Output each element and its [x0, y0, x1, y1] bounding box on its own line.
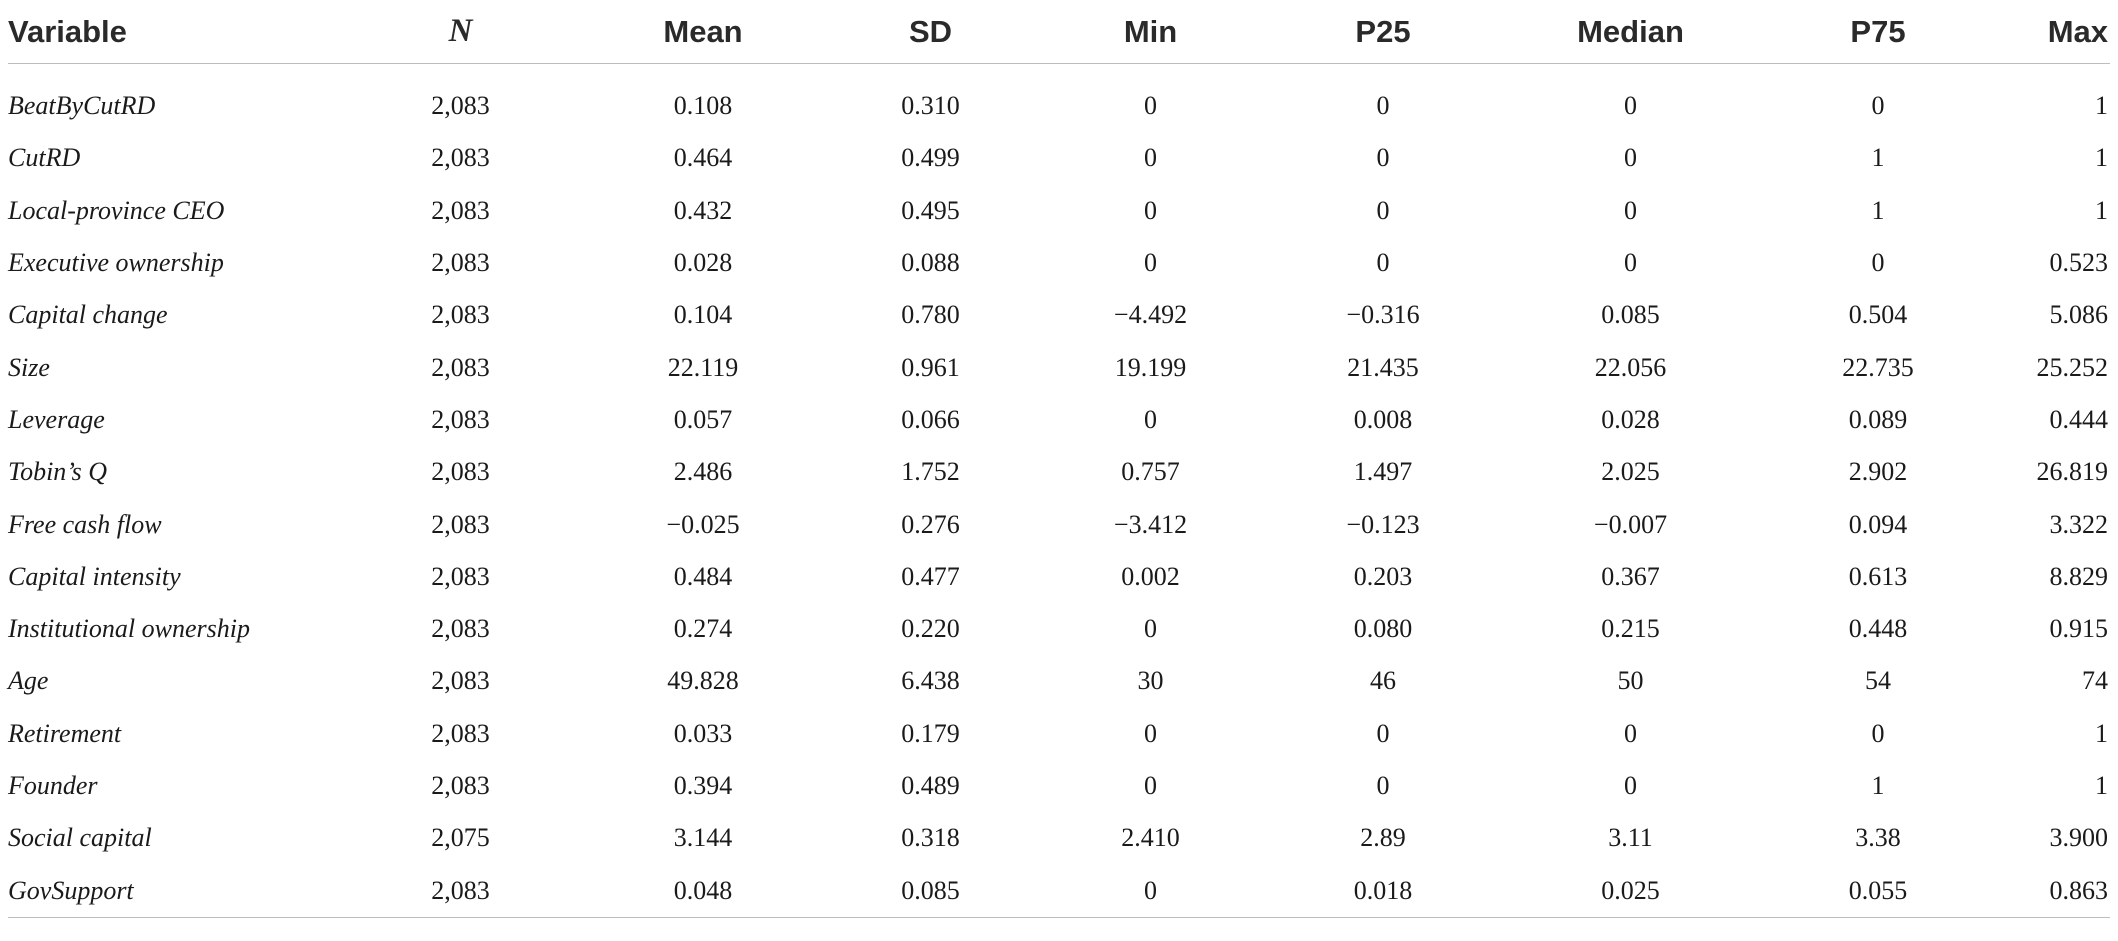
cell-mean: 0.394	[673, 771, 733, 800]
cell-min: 0	[1144, 614, 1157, 644]
table-row	[8, 185, 2110, 237]
cell-median: −0.007	[1593, 509, 1668, 539]
cell-variable: Executive ownership	[8, 248, 224, 278]
header-max: Max	[1998, 0, 2110, 64]
cell-variable: Leverage	[8, 404, 105, 434]
table-row	[8, 341, 2110, 393]
cell-max: 26.819	[2036, 457, 2108, 487]
header-p25: P25	[1263, 0, 1503, 64]
cell-mean: 0.484	[673, 561, 733, 591]
table-row	[8, 132, 2110, 184]
cell-median: 0.028	[1601, 404, 1660, 434]
cell-n: 2,083	[431, 561, 490, 591]
cell-variable: Tobin’s Q	[8, 457, 107, 487]
cell-sd: 0.477	[901, 561, 960, 591]
cell-variable: Social capital	[8, 823, 152, 853]
table-row	[8, 289, 2110, 341]
cell-max: 5.086	[2049, 300, 2108, 330]
cell-max: 0.915	[2049, 614, 2108, 644]
table-row	[8, 498, 2110, 550]
cell-p75: 22.735	[1842, 352, 1914, 382]
cell-p25: 0.080	[1353, 614, 1413, 644]
cell-min: 0.002	[1121, 561, 1180, 591]
cell-max: 1	[2095, 771, 2108, 800]
header-row	[8, 0, 2110, 64]
cell-min: 0	[1144, 143, 1157, 173]
cell-variable: Free cash flow	[8, 509, 162, 539]
cell-sd: 0.489	[901, 771, 960, 800]
cell-p25: 0.018	[1263, 864, 1503, 917]
cell-sd: 0.088	[901, 248, 960, 278]
cell-variable: Capital intensity	[8, 561, 181, 591]
cell-p25: 0.203	[1353, 561, 1413, 591]
cell-max: 1	[2095, 718, 2108, 748]
cell-p75: 3.38	[1855, 823, 1901, 853]
header-mean: Mean	[583, 0, 823, 64]
cell-p75: 0.504	[1848, 300, 1908, 330]
cell-mean: 0.048	[583, 864, 823, 917]
cell-max: 0.444	[2049, 404, 2108, 434]
cell-n: 2,075	[431, 823, 490, 853]
cell-min: 30	[1137, 666, 1164, 696]
cell-n: 2,083	[431, 248, 490, 278]
cell-mean: −0.025	[666, 509, 740, 539]
cell-mean: 0.104	[673, 300, 733, 330]
cell-p25: −0.316	[1346, 300, 1420, 330]
cell-median: 0	[1624, 91, 1637, 121]
cell-mean: 2.486	[673, 457, 733, 487]
cell-variable: CutRD	[8, 143, 81, 173]
cell-sd: 0.310	[901, 91, 960, 121]
cell-sd: 1.752	[901, 457, 960, 487]
cell-min: −4.492	[1113, 300, 1188, 330]
cell-p75: 1	[1871, 195, 1885, 225]
cell-p75: 0.089	[1848, 404, 1908, 434]
cell-n: 2,083	[431, 614, 490, 644]
cell-min: 0	[1144, 404, 1157, 434]
cell-median: 50	[1617, 666, 1644, 696]
cell-p75: 1	[1871, 143, 1885, 173]
cell-sd: 0.318	[901, 823, 960, 853]
cell-n: 2,083	[431, 300, 490, 330]
cell-mean: 0.028	[673, 248, 733, 278]
cell-median: 0.025	[1503, 864, 1758, 917]
cell-n: 2,083	[431, 771, 490, 800]
table-row	[8, 864, 2110, 917]
header-n: N	[338, 0, 583, 64]
cell-p25: 0	[1376, 718, 1390, 748]
cell-min: 0	[1144, 91, 1157, 121]
cell-median: 0	[1624, 771, 1637, 800]
cell-p75: 54	[1865, 666, 1891, 696]
cell-sd: 6.438	[901, 666, 960, 696]
header-p75: P75	[1758, 0, 1998, 64]
cell-p75: 0.448	[1848, 614, 1908, 644]
cell-max: 1	[2095, 91, 2108, 121]
cell-p25: 1.497	[1353, 457, 1413, 487]
cell-p75: 0	[1871, 718, 1885, 748]
cell-sd: 0.066	[901, 404, 960, 434]
cell-n: 2,083	[431, 195, 490, 225]
cell-n: 2,083	[338, 864, 583, 917]
cell-max: 25.252	[2036, 352, 2108, 382]
cell-max: 1	[2095, 143, 2108, 173]
cell-n: 2,083	[431, 143, 490, 173]
table-row	[8, 760, 2110, 812]
cell-max: 1	[2095, 195, 2108, 225]
cell-median: 0	[1624, 143, 1637, 173]
cell-n: 2,083	[431, 91, 490, 121]
cell-median: 0	[1624, 718, 1637, 748]
cell-sd: 0.495	[901, 195, 960, 225]
cell-variable: BeatByCutRD	[8, 91, 156, 121]
summary-statistics-table	[8, 0, 2110, 918]
cell-n: 2,083	[431, 404, 490, 434]
cell-variable: GovSupport	[8, 864, 338, 917]
cell-p25: 0	[1376, 91, 1390, 121]
cell-p25: 0	[1376, 143, 1390, 173]
cell-p75: 0.094	[1848, 509, 1908, 539]
cell-sd: 0.961	[901, 352, 960, 382]
table-row	[8, 708, 2110, 760]
cell-variable: Size	[8, 352, 50, 382]
cell-mean: 22.119	[667, 352, 739, 382]
cell-p75: 1	[1871, 771, 1885, 800]
cell-max: 0.863	[1998, 864, 2110, 917]
header-min: Min	[1038, 0, 1263, 64]
table-row	[8, 812, 2110, 864]
cell-variable: Capital change	[8, 300, 168, 330]
cell-sd: 0.780	[901, 300, 960, 330]
cell-p25: −0.123	[1346, 509, 1420, 539]
cell-min: 0	[1038, 864, 1263, 917]
cell-p25: 0	[1376, 771, 1390, 800]
cell-median: 0	[1624, 248, 1637, 278]
cell-n: 2,083	[431, 352, 490, 382]
cell-mean: 0.057	[673, 404, 733, 434]
cell-median: 0.215	[1601, 614, 1660, 644]
cell-median: 0.367	[1601, 561, 1660, 591]
cell-max: 0.523	[2049, 248, 2108, 278]
cell-min: 0	[1144, 248, 1157, 278]
table-row	[8, 655, 2110, 707]
table-body	[8, 64, 2110, 918]
cell-sd: 0.499	[901, 143, 960, 173]
cell-p75: 0.613	[1848, 561, 1908, 591]
cell-min: 0	[1144, 718, 1157, 748]
cell-median: 2.025	[1601, 457, 1660, 487]
header-spacer	[8, 64, 2110, 81]
cell-max: 3.322	[2049, 509, 2108, 539]
cell-mean: 0.464	[673, 143, 733, 173]
table-row	[8, 237, 2110, 289]
header-sd: SD	[823, 0, 1038, 64]
cell-max: 74	[2082, 666, 2108, 696]
cell-variable: Institutional ownership	[8, 614, 250, 644]
cell-n: 2,083	[431, 666, 490, 696]
cell-min: 0.757	[1121, 457, 1180, 487]
cell-variable: Local-province CEO	[8, 195, 225, 225]
cell-variable: Retirement	[8, 718, 122, 748]
header-variable: Variable	[8, 0, 338, 64]
header-median: Median	[1503, 0, 1758, 64]
cell-median: 0	[1624, 195, 1637, 225]
cell-mean: 0.033	[673, 718, 733, 748]
cell-p75: 0.055	[1758, 864, 1998, 917]
cell-median: 3.11	[1608, 823, 1653, 853]
cell-min: 0	[1144, 195, 1157, 225]
cell-median: 0.085	[1601, 300, 1660, 330]
cell-p75: 0	[1871, 91, 1885, 121]
cell-min: −3.412	[1113, 509, 1188, 539]
cell-sd: 0.085	[823, 864, 1038, 917]
table-header	[8, 0, 2110, 64]
cell-mean: 0.108	[673, 91, 733, 121]
cell-p25: 46	[1370, 666, 1396, 696]
cell-p25: 0	[1376, 248, 1390, 278]
cell-sd: 0.220	[901, 614, 960, 644]
cell-p25: 0	[1376, 195, 1390, 225]
cell-p25: 0.008	[1353, 404, 1413, 434]
cell-mean: 0.432	[673, 195, 733, 225]
table-row	[8, 551, 2110, 603]
cell-n: 2,083	[431, 509, 490, 539]
table-row	[8, 446, 2110, 498]
cell-sd: 0.179	[901, 718, 960, 748]
cell-n: 2,083	[431, 718, 490, 748]
cell-variable: Founder	[8, 771, 98, 800]
cell-p25: 21.435	[1347, 352, 1419, 382]
cell-n: 2,083	[431, 457, 490, 487]
table-row	[8, 603, 2110, 655]
cell-p75: 2.902	[1848, 457, 1908, 487]
table-row	[8, 80, 2110, 132]
cell-p25: 2.89	[1360, 823, 1406, 853]
cell-p75: 0	[1871, 248, 1885, 278]
cell-max: 8.829	[2049, 561, 2108, 591]
cell-min: 2.410	[1121, 823, 1180, 853]
cell-min: 19.199	[1114, 352, 1187, 382]
cell-sd: 0.276	[901, 509, 960, 539]
cell-mean: 0.274	[673, 614, 733, 644]
table-row	[8, 394, 2110, 446]
cell-max: 3.900	[2049, 823, 2108, 853]
cell-variable: Age	[8, 666, 49, 696]
cell-median: 22.056	[1594, 352, 1667, 382]
cell-mean: 3.144	[673, 823, 733, 853]
cell-min: 0	[1144, 771, 1157, 800]
cell-mean: 49.828	[667, 666, 739, 696]
